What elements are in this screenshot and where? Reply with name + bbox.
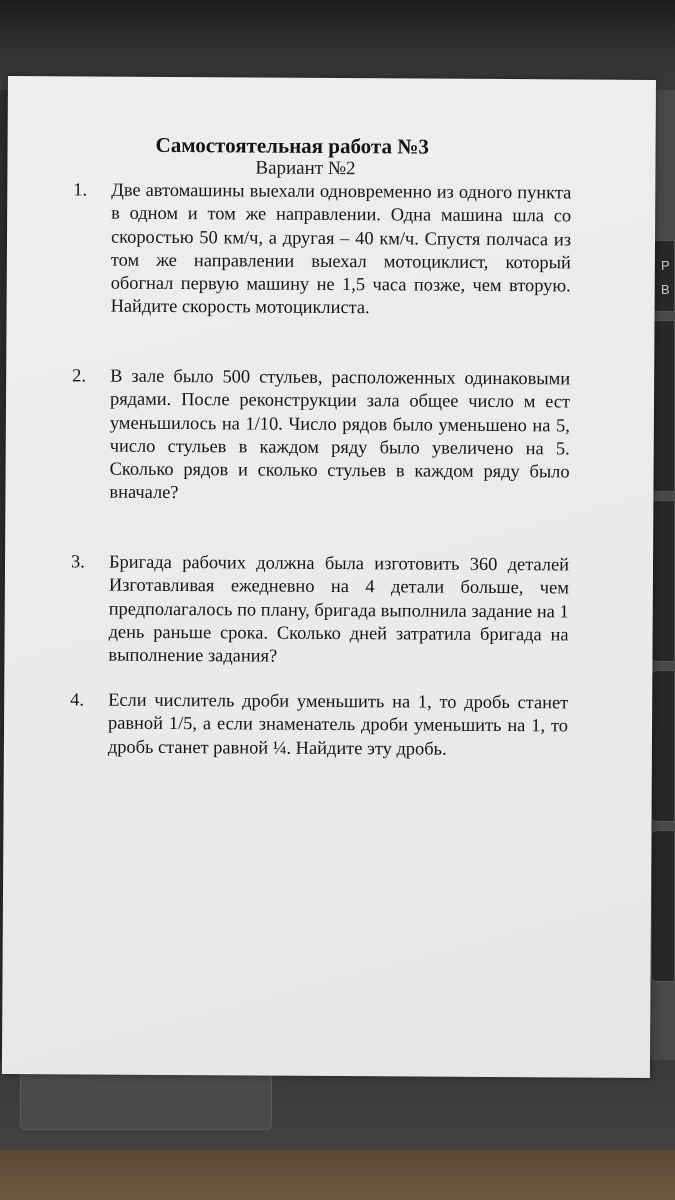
problem-item xyxy=(70,550,571,670)
keyboard-key xyxy=(651,830,675,982)
problem-text: Две автомашины выехали одновременно из одного пункта в одном и том же направлении. Одна машина шла со скоростью 50 км/ч, а другая – 40 км/ч. Спустя полчаса из том же направлении выехал мотоциклист, который обогнал первую машину не 1,5 часа позже, чем вторую. Найдите скорость мотоциклиста. xyxy=(110,179,572,318)
keyboard-key xyxy=(651,670,675,822)
problem-number: 3. xyxy=(70,551,85,572)
keyboard-key xyxy=(651,500,675,662)
problem-number: 2. xyxy=(72,365,87,386)
keyboard-key-label: В xyxy=(661,282,670,297)
problem-text: Бригада рабочих должна была изготовить 360 деталей Изготавливая ежедневно на 4 детали больше, чем предполагалось по плану, бригада выполнила задание на 1 день раньше срока. Сколько дней затратила бригада на выполнение задания? xyxy=(108,551,570,666)
problem-item xyxy=(71,364,572,507)
worksheet-variant: Вариант №2 xyxy=(255,157,356,180)
problem-item xyxy=(70,688,570,761)
problem-text: В зале было 500 стульев, расположенных одинаковыми рядами. После реконструкции зала общее число м ест уменьшилось на 1/10. Число рядов было уменьшено на 5, число стульев в каждом ряду было увеличено на 5. Сколько рядов и сколько стульев в каждом ряду было вначале? xyxy=(109,365,571,503)
problem-number: 4. xyxy=(70,689,85,710)
problem-number: 1. xyxy=(73,179,88,200)
worksheet-title: Самостоятельная работа №3 xyxy=(155,132,429,159)
keyboard-key xyxy=(651,320,675,492)
worksheet-paper xyxy=(2,76,656,1078)
keyboard-key-label: Р xyxy=(661,258,670,273)
desk-surface xyxy=(0,1150,675,1200)
problem-text: Если числитель дроби уменьшить на 1, то дробь станет равной 1/5, а если знаменатель дроби уменьшить на 1, то дробь станет равной ¼. Найдите эту дробь. xyxy=(107,689,569,759)
problem-item xyxy=(73,178,574,321)
laptop-touchpad xyxy=(20,1068,272,1130)
